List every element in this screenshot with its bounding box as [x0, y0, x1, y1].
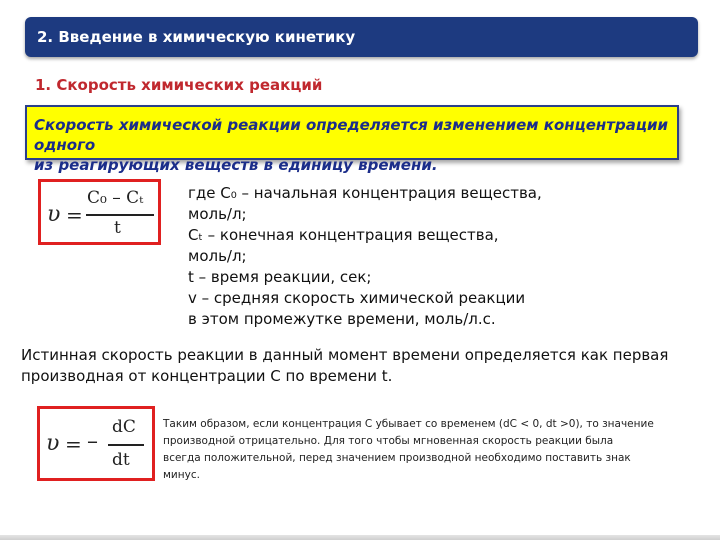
formula-equals-sign: =: [66, 203, 83, 227]
page-title: 2. Введение в химическую кинетику: [37, 28, 356, 46]
footer-divider: [0, 535, 720, 540]
instantaneous-rate-formula: [37, 406, 155, 481]
note-line: производной отрицательно. Для того чтобы мгновенная скорость реакции была: [163, 435, 614, 447]
legend-line: в этом промежутке времени, моль/л.с.: [188, 310, 496, 328]
section-title: 1. Скорость химических реакций: [35, 76, 323, 94]
formula-denominator: dt: [112, 450, 130, 470]
legend-line: моль/л;: [188, 205, 247, 223]
legend-line: Cₜ – конечная концентрация вещества,: [188, 226, 499, 244]
formula-velocity-symbol: υ: [47, 202, 61, 227]
definition-line-1: Скорость химической реакции определяется изменением концентрации одного: [34, 116, 668, 154]
legend-line: v – средняя скорость химической реакции: [188, 289, 526, 307]
formula-fraction-bar: [108, 444, 144, 446]
definition-line-2: из реагирующих веществ в единицу времени.: [34, 156, 438, 174]
legend-line: t – время реакции, сек;: [188, 268, 372, 286]
formula-minus-sign: –: [87, 429, 98, 454]
formula-equals-sign: =: [65, 432, 82, 456]
legend-line: моль/л;: [188, 247, 247, 265]
header-bar: [25, 17, 698, 57]
formula-legend: [188, 183, 542, 330]
formula-numerator: C₀ – Cₜ: [87, 188, 144, 208]
derivative-sign-note: [163, 416, 693, 484]
formula-velocity-symbol: υ: [46, 431, 60, 456]
average-rate-formula: [38, 179, 161, 245]
formula-fraction-bar: [86, 214, 154, 216]
formula-numerator: dC: [112, 417, 136, 437]
paragraph-line-2: производная от концентрации C по времени t.: [21, 367, 393, 385]
definition-box: [25, 105, 679, 174]
legend-line: где C₀ – начальная концентрация вещества,: [188, 184, 542, 202]
note-line: минус.: [163, 469, 200, 481]
paragraph-line-1: Истинная скорость реакции в данный момент времени определяется как первая: [21, 346, 669, 364]
note-line: Таким образом, если концентрация C убывает со временем (dC < 0, dt >0), то значение: [163, 418, 654, 430]
formula-denominator: t: [114, 218, 121, 238]
note-line: всегда положительной, перед значением производной необходимо поставить знак: [163, 452, 631, 464]
instantaneous-rate-paragraph: [21, 345, 681, 387]
